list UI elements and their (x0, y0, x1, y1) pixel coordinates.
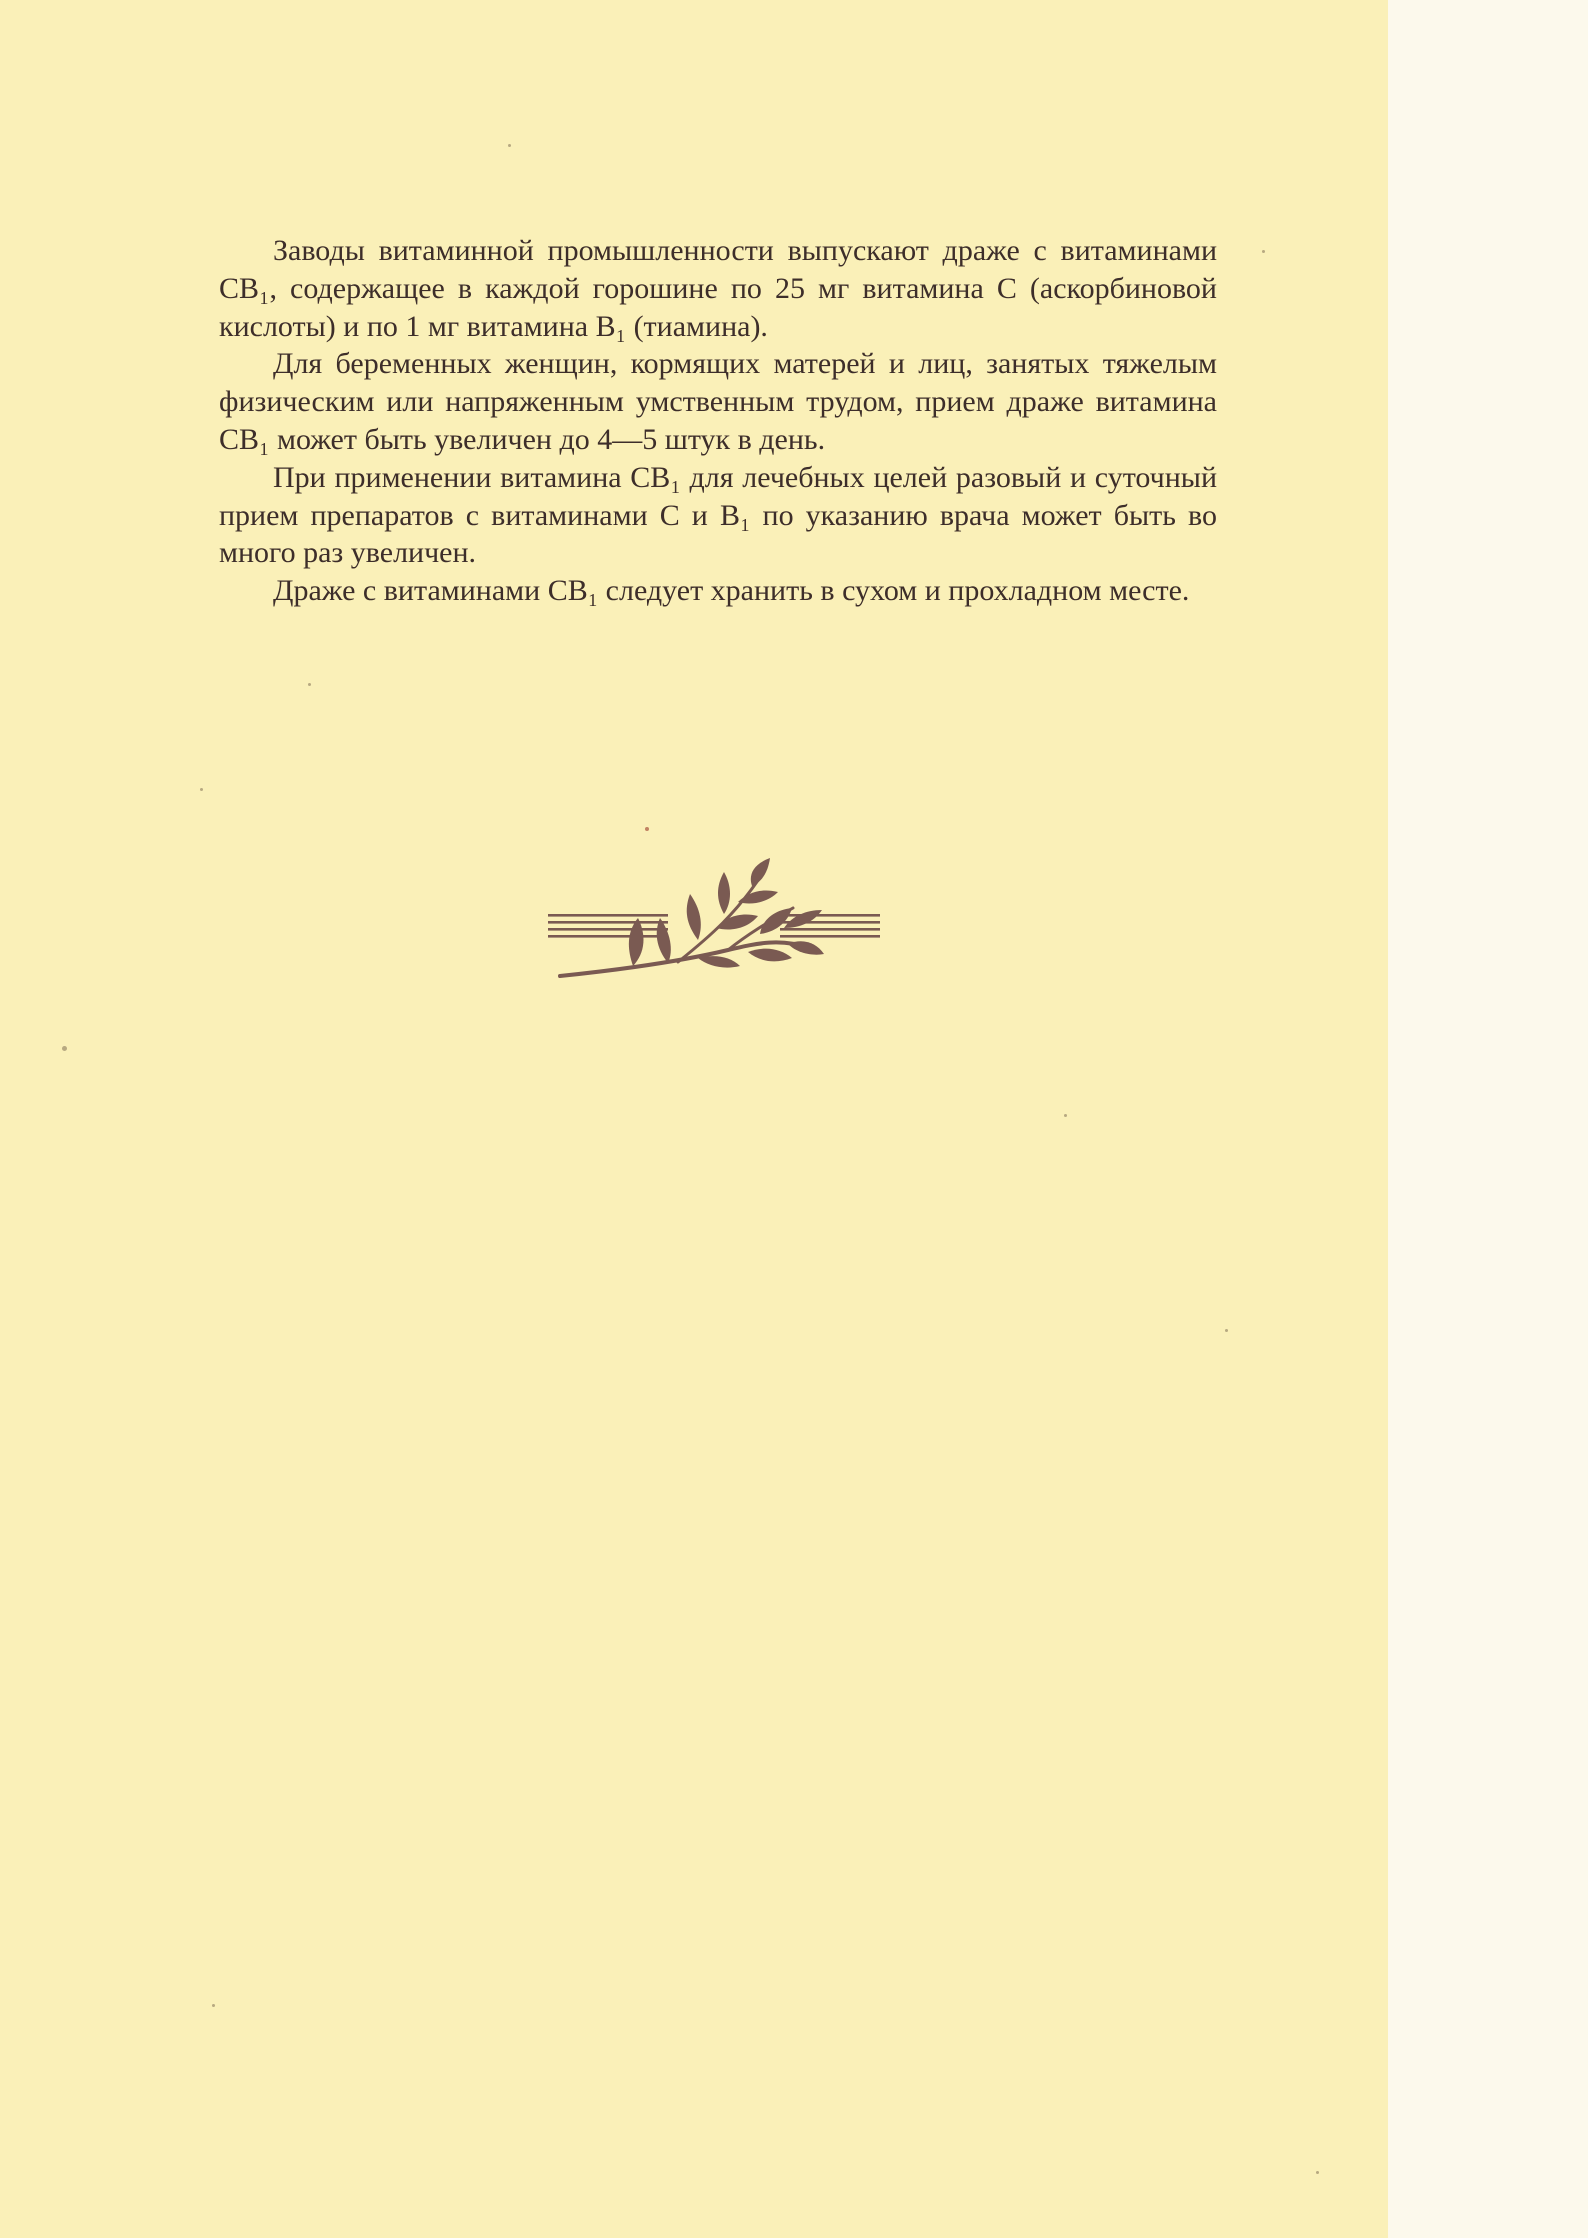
scan-speck (508, 144, 511, 147)
scan-speck (200, 788, 203, 791)
leaf (629, 918, 644, 966)
leaf (687, 894, 701, 940)
scan-speck (645, 827, 649, 831)
scan-speck (1262, 250, 1265, 253)
scan-speck (1064, 1114, 1067, 1117)
body-text (219, 232, 1217, 610)
paragraph-storage: Драже с витаминами CB₁ следует хранить в сухом и прохладном месте. (273, 574, 1190, 608)
paragraph-dosage: Для беременных женщин, кормящих матерей и лиц, занятых тяжелым физическим или напряженным умственным трудом, прием драже витамина CB₁ может быть увеличен до 4—5 штук в день. (219, 347, 1217, 456)
ornament-rule (780, 935, 880, 938)
ornament-rule (548, 914, 668, 917)
leaf (718, 872, 730, 914)
leaf (748, 949, 792, 962)
ornament-rule (548, 935, 668, 938)
scan-speck (62, 1046, 67, 1051)
ornament-rule (548, 928, 668, 931)
scan-speck (1225, 1329, 1228, 1332)
paragraph-production: Заводы витаминной промышленности выпускают драже с витаминами CB₁, содержащее в каждой горошине по 25 мг витамина С (аскорбиновой кислоты) и по 1 мг витамина B₁ (тиамина). (219, 234, 1217, 343)
page-margin (1388, 0, 1588, 2238)
ornament-rule (780, 928, 880, 931)
scan-speck (212, 2004, 215, 2007)
scan-speck (308, 683, 311, 686)
leaf (657, 918, 671, 963)
ornament-rule (548, 921, 668, 924)
scan-speck (1316, 2171, 1319, 2174)
paragraph-medical-use: При применении витамина CB₁ для лечебных целей разовый и суточный прием препаратов с витаминами С и B₁ по указанию врача может быть во много раз увеличен. (219, 460, 1217, 570)
ornament-rule (780, 914, 880, 917)
laurel-branch-icon (548, 858, 880, 988)
leaf (698, 956, 740, 968)
leaf (751, 858, 770, 886)
leaf (788, 941, 824, 954)
